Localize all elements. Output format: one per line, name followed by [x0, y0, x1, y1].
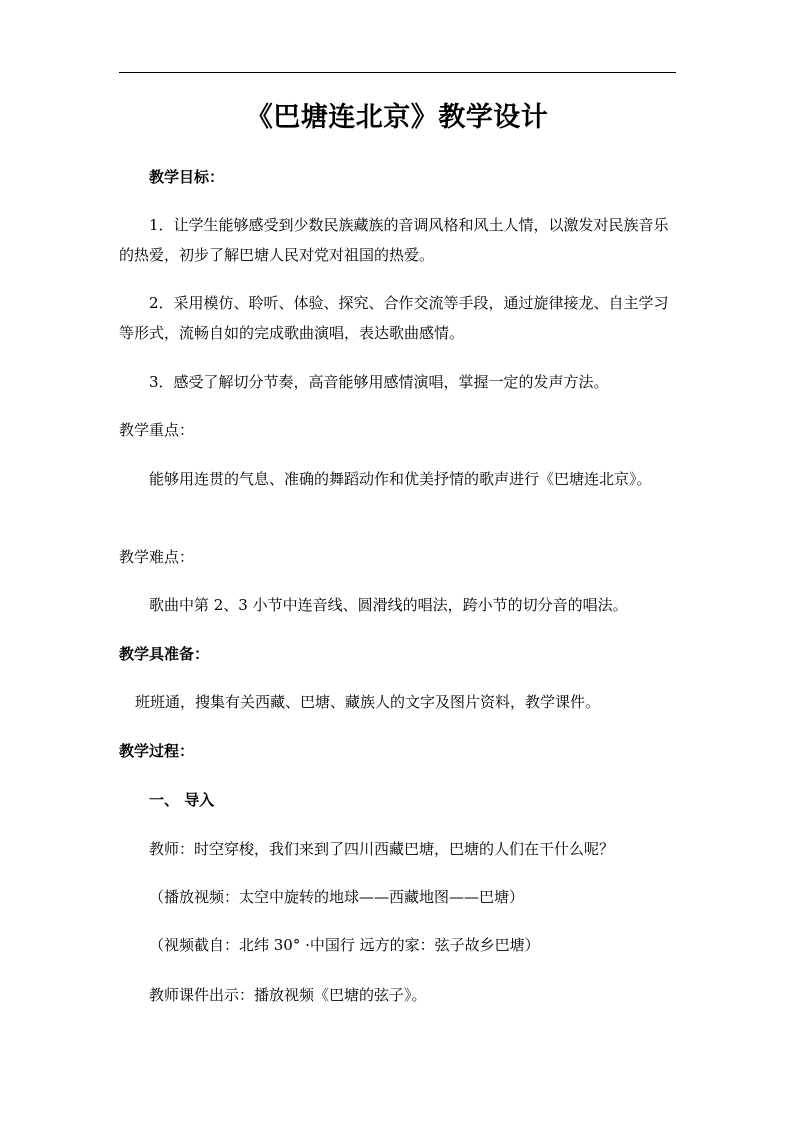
objective-item-1: 1．让学生能够感受到少数民族藏族的音调风格和风土人情，以激发对民族音乐的热爱，初步了解巴塘人民对党对祖国的热爱。	[119, 216, 669, 264]
header-rule	[119, 72, 676, 73]
process-heading: 教学过程：	[119, 742, 195, 760]
materials-text: 班班通，搜集有关西藏、巴塘、藏族人的文字及图片资料，教学课件。	[135, 693, 601, 711]
objective-item-3: 3．感受了解切分节奏，高音能够用感情演唱，掌握一定的发声方法。	[149, 373, 609, 391]
materials-heading: 教学具准备：	[119, 645, 210, 663]
document-title: 《巴塘连北京》教学设计	[245, 102, 549, 133]
key-points-text: 能够用连贯的气息、准确的舞蹈动作和优美抒情的歌声进行《巴塘连北京》。	[149, 470, 652, 488]
difficulties-heading: 教学难点：	[119, 548, 195, 566]
process-line-3: （视频截自：北纬 30° ·中国行 远方的家：弦子故乡巴塘）	[149, 936, 540, 954]
process-line-2: （播放视频：太空中旋转的地球——西藏地图——巴塘）	[149, 888, 525, 906]
section-one-heading: 一、 导入	[149, 791, 215, 809]
objective-item-2: 2．采用模仿、聆听、体验、探究、合作交流等手段，通过旋律接龙、自主学习等形式，流畅自如的完成歌曲演唱，表达歌曲感情。	[119, 294, 669, 342]
process-line-4: 教师课件出示：播放视频《巴塘的弦子》。	[149, 986, 427, 1004]
objectives-heading: 教学目标：	[149, 168, 225, 186]
process-line-1: 教师：时空穿梭，我们来到了四川西藏巴塘，巴塘的人们在干什么呢？	[149, 840, 615, 858]
key-points-heading: 教学重点：	[119, 421, 195, 439]
difficulties-text: 歌曲中第 2、3 小节中连音线、圆滑线的唱法，跨小节的切分音的唱法。	[149, 596, 628, 614]
